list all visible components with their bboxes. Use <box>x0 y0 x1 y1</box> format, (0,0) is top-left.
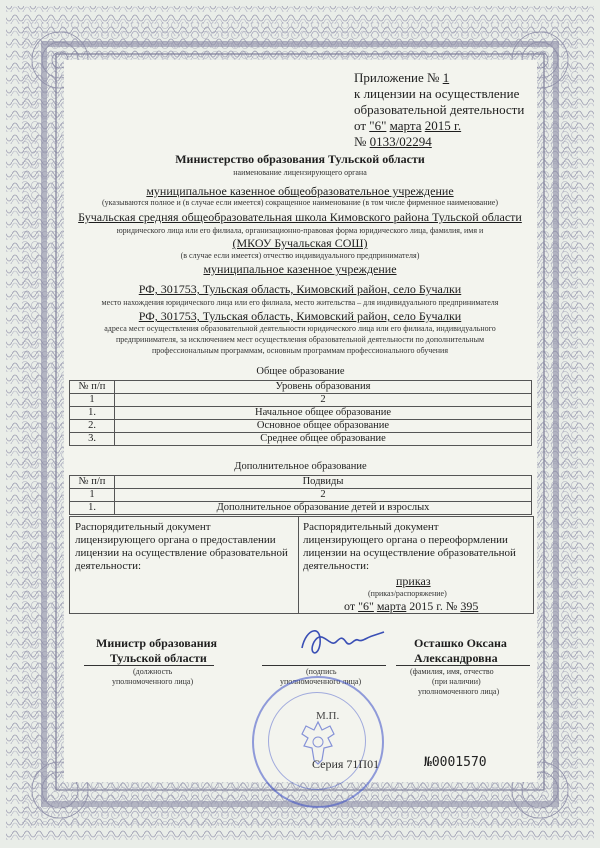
org-name-caption: юридического лица или его филиала, организационно-правовая форма юридического лица, фамилия, имя и <box>116 226 484 235</box>
location-caption: место нахождения юридического лица или его филиала, место жительства – для индивидуального предпринимателя <box>101 298 499 307</box>
activity-address: РФ, 301753, Тульская область, Кимовский район, село Бучалки <box>138 309 462 323</box>
reissue-document-label: Распорядительный документ лицензирующего органа о переоформлении лицензии на осуществление образовательной деятельности: <box>303 521 516 572</box>
org-full-name: Бучальская средняя общеобразовательная школа Кимовского района Тульской области <box>78 210 522 224</box>
signature-caption-2: уполномоченного лица) <box>280 677 362 686</box>
additional-education-table <box>69 475 532 515</box>
appendix-number: Приложение № 1 <box>354 70 450 85</box>
name-caption-2: (при наличии) <box>432 677 481 686</box>
column-header: № п/п <box>70 476 115 489</box>
document-type-caption: (приказ/распоряжение) <box>368 589 447 598</box>
name-line <box>396 665 530 666</box>
org-type: муниципальное казенное общеобразовательное учреждение <box>146 184 454 198</box>
table-cell: 2. <box>70 420 115 433</box>
document-type: приказ <box>396 574 431 588</box>
appendix-date: от "6" марта 2015 г. <box>354 118 462 133</box>
table-cell: 1 <box>70 489 115 502</box>
activity-caption-2: предпринимателя, за исключением мест осуществления образовательной деятельности по дополнительным <box>115 335 485 344</box>
table-cell: 3. <box>70 433 115 446</box>
signatory-position-1: Министр образования <box>96 636 218 650</box>
licensing-authority-name: Министерство образования Тульской области <box>175 152 425 166</box>
general-education-table <box>69 380 532 446</box>
signature-caption-1: (подпись <box>306 667 337 676</box>
table-cell: 1. <box>70 502 115 515</box>
signatory-name-1: Осташко Оксана <box>414 636 507 650</box>
table-row <box>70 420 532 433</box>
grant-document-label: Распорядительный документ лицензирующего органа о предоставлении лицензии на осуществление образовательной деятельности: <box>75 521 288 572</box>
activity-caption-1: адреса мест осуществления образовательной деятельности юридического лица или его филиала, индивидуального <box>104 324 496 333</box>
table-cell: 2 <box>115 394 532 407</box>
position-line <box>84 665 214 666</box>
column-header: Подвиды <box>115 476 532 489</box>
table-row <box>70 433 532 446</box>
form-series: Серия 71П01 <box>312 757 380 771</box>
licensing-authority-caption: наименование лицензирующего органа <box>233 168 367 177</box>
seal-place-mark: М.П. <box>316 710 340 722</box>
signatory-name-2: Александровна <box>414 651 498 665</box>
column-header: Уровень образования <box>115 381 532 394</box>
appendix-line-3: образовательной деятельности <box>354 102 525 117</box>
table-header-row <box>70 476 532 489</box>
org-short-name: (МКОУ Бучальская СОШ) <box>232 236 368 250</box>
table-row <box>70 502 532 515</box>
document-date-number: от "6" марта 2015 г. № 395 <box>344 599 479 613</box>
name-caption-3: уполномоченного лица) <box>418 687 500 696</box>
name-caption-1: (фамилия, имя, отчество <box>410 667 494 676</box>
column-divider <box>298 517 299 613</box>
appendix-reg-number: № 0133/02294 <box>354 134 432 149</box>
org-short-caption: (в случае если имеется) отчество индивидуального предпринимателя) <box>180 251 420 260</box>
table-row <box>70 407 532 420</box>
activity-caption-3: профессиональным программам, основным программам профессионального обучения <box>151 346 449 355</box>
table-cell: 1. <box>70 407 115 420</box>
signatory-position-2: Тульской области <box>110 651 207 665</box>
table-header-row <box>70 381 532 394</box>
table-numbering-row <box>70 489 532 502</box>
org-form: муниципальное казенное учреждение <box>203 262 397 276</box>
general-education-title: Общее образование <box>256 366 345 377</box>
table-cell: 2 <box>115 489 532 502</box>
table-numbering-row <box>70 394 532 407</box>
appendix-line-2: к лицензии на осуществление <box>354 86 520 101</box>
handwritten-signature <box>296 618 388 668</box>
table-cell: Основное общее образование <box>115 420 532 433</box>
official-stamp <box>252 676 384 808</box>
table-cell: 1 <box>70 394 115 407</box>
location-address: РФ, 301753, Тульская область, Кимовский район, село Бучалки <box>138 282 462 296</box>
position-caption-2: уполномоченного лица) <box>112 677 194 686</box>
table-cell: Дополнительное образование детей и взрослых <box>115 502 532 515</box>
position-caption-1: (должность <box>133 667 173 676</box>
signature-line <box>262 665 386 666</box>
form-number: №0001570 <box>424 755 487 770</box>
additional-education-title: Дополнительное образование <box>234 461 367 472</box>
table-cell: Начальное общее образование <box>115 407 532 420</box>
table-cell: Среднее общее образование <box>115 433 532 446</box>
column-header: № п/п <box>70 381 115 394</box>
org-type-caption: (указываются полное и (в случае если имеется) сокращенное наименование (в том числе фирменное наименование) <box>102 198 498 207</box>
